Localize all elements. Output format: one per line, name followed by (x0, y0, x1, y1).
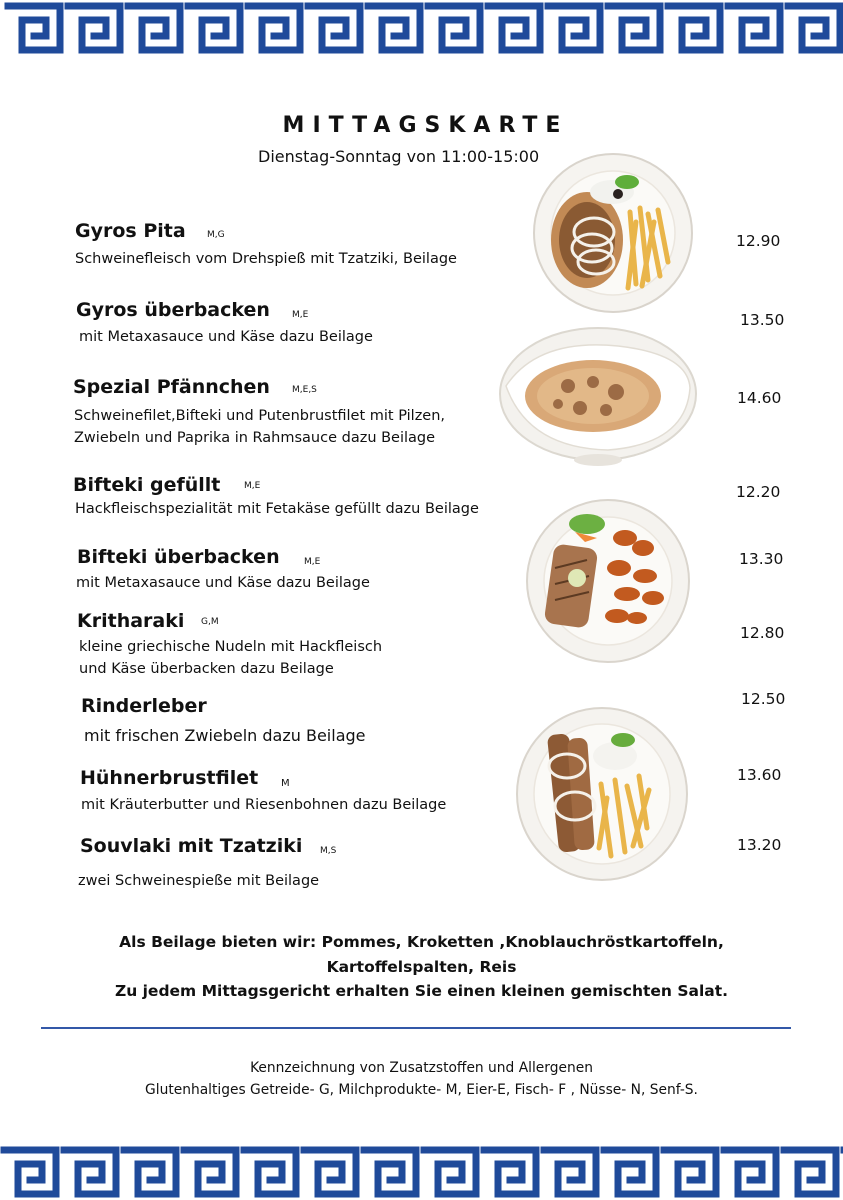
dish-price: 12.90 (736, 232, 781, 250)
dish-allergens: M,E (304, 557, 321, 567)
dish-name: Gyros Pita (75, 220, 186, 242)
greek-key-unit (64, 1150, 116, 1194)
greek-key-unit (304, 1150, 356, 1194)
greek-key-unit (364, 1150, 416, 1194)
greek-key-border-top (0, 0, 843, 56)
dish-price: 13.50 (740, 311, 785, 329)
dish-description (74, 405, 445, 449)
dish-name: Gyros überbacken (76, 299, 270, 321)
dish-allergens: M,E,S (292, 385, 317, 395)
dish-description (79, 636, 382, 680)
dish-price: 12.80 (740, 624, 785, 642)
dish-price: 12.50 (741, 690, 786, 708)
dish-allergens: M,S (320, 846, 337, 856)
greek-key-unit (544, 1150, 596, 1194)
description-line: mit Metaxasauce und Käse dazu Beilage (76, 575, 370, 591)
greek-key-unit (608, 6, 660, 50)
legend-items: Glutenhaltiges Getreide- G, Milchprodukte- M, Eier-E, Fisch- F , Nüsse- N, Senf-S. (145, 1081, 698, 1098)
dish-allergens: M,E (244, 481, 261, 491)
greek-key-unit (428, 6, 480, 50)
side-note-line: Kartoffelspalten, Reis (326, 957, 517, 976)
menu-title: MITTAGSKARTE (282, 113, 569, 138)
souvlaki-plate-photo (515, 706, 689, 882)
greek-key-unit (124, 1150, 176, 1194)
greek-key-unit (4, 1150, 56, 1194)
dish-description (84, 725, 366, 747)
greek-key-unit (128, 6, 180, 50)
description-line: Schweinefleisch vom Drehspieß mit Tzatziki, Beilage (75, 251, 457, 267)
greek-key-unit (488, 6, 540, 50)
dish-description (78, 870, 319, 892)
dish-name: Souvlaki mit Tzatziki (80, 835, 303, 857)
dish-allergens: M,G (207, 230, 225, 240)
dish-allergens: G,M (201, 617, 219, 627)
side-note-line: Als Beilage bieten wir: Pommes, Kroketten ,Knoblauchröstkartoffeln, (119, 933, 724, 951)
dish-name: Spezial Pfännchen (73, 376, 270, 398)
greek-key-unit (248, 6, 300, 50)
opening-hours: Dienstag-Sonntag von 11:00-15:00 (258, 147, 540, 166)
dish-price: 13.30 (739, 550, 784, 568)
description-line: Hackfleischspezialität mit Fetakäse gefüllt dazu Beilage (75, 501, 479, 517)
dish-allergens: M (281, 778, 290, 789)
spezial-pfaennchen-dish-photo (498, 326, 698, 468)
description-line: Zwiebeln und Paprika in Rahmsauce dazu Beilage (74, 430, 436, 446)
description-line: mit Kräuterbutter und Riesenbohnen dazu Beilage (81, 797, 447, 813)
description-line: mit frischen Zwiebeln dazu Beilage (84, 726, 366, 745)
greek-key-unit (368, 6, 420, 50)
dish-description (81, 794, 446, 816)
greek-key-unit (68, 6, 120, 50)
dish-description (76, 572, 370, 594)
greek-key-unit (728, 6, 780, 50)
greek-key-unit (188, 6, 240, 50)
dish-description (75, 248, 457, 270)
greek-key-unit (604, 1150, 656, 1194)
dish-name: Kritharaki (77, 610, 185, 632)
greek-key-unit (788, 6, 840, 50)
dish-allergens: M,E (292, 310, 309, 320)
description-line: Schweinefilet,Bifteki und Putenbrustfilet mit Pilzen, (74, 408, 446, 424)
dish-name: Bifteki gefüllt (73, 474, 221, 496)
description-line: und Käse überbacken dazu Beilage (79, 661, 334, 677)
bifteki-plate-photo (525, 498, 691, 664)
greek-key-unit (548, 6, 600, 50)
greek-key-unit (424, 1150, 476, 1194)
description-line: zwei Schweinespieße mit Beilage (78, 873, 320, 889)
dish-name: Hühnerbrustfilet (80, 767, 259, 789)
dish-price: 13.60 (737, 766, 782, 784)
dish-price: 12.20 (736, 483, 781, 501)
dish-price: 13.20 (737, 836, 782, 854)
side-dish-notes (0, 930, 843, 1004)
side-note-line: Zu jedem Mittagsgericht erhalten Sie einen kleinen gemischten Salat. (114, 982, 729, 1000)
greek-key-unit (664, 1150, 716, 1194)
dish-description (79, 326, 373, 348)
legend-title: Kennzeichnung von Zusatzstoffen und Allergenen (250, 1060, 593, 1076)
dish-name: Rinderleber (81, 695, 207, 717)
dish-description (75, 498, 479, 520)
greek-key-unit (244, 1150, 296, 1194)
greek-key-unit (8, 6, 60, 50)
greek-key-unit (724, 1150, 776, 1194)
allergen-legend (0, 1058, 843, 1101)
greek-key-unit (784, 1150, 836, 1194)
gyros-pita-plate-photo (532, 152, 694, 314)
greek-key-unit (484, 1150, 536, 1194)
section-divider (41, 1027, 791, 1029)
description-line: mit Metaxasauce und Käse dazu Beilage (79, 329, 373, 345)
greek-key-unit (184, 1150, 236, 1194)
greek-key-unit (668, 6, 720, 50)
greek-key-border-bottom (0, 1144, 843, 1200)
greek-key-unit (308, 6, 360, 50)
dish-name: Bifteki überbacken (77, 546, 280, 568)
description-line: kleine griechische Nudeln mit Hackfleisch (79, 639, 383, 655)
dish-price: 14.60 (737, 389, 782, 407)
